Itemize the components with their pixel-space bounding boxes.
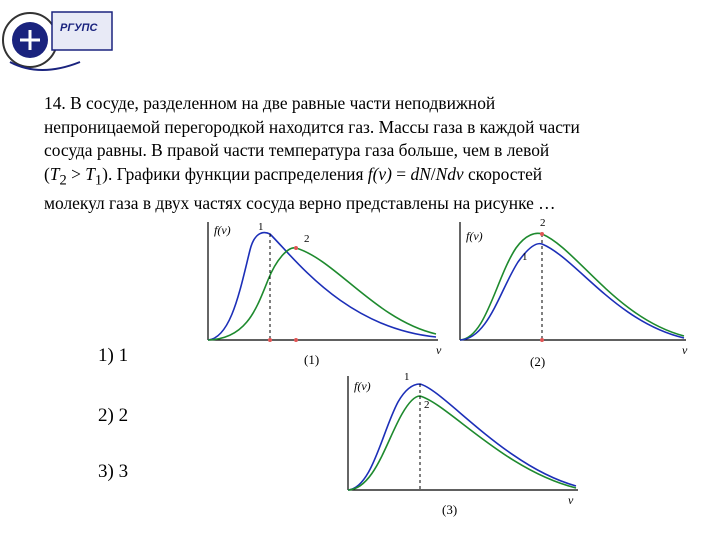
curve-1-label: 1 xyxy=(522,251,528,263)
curve-2 xyxy=(208,248,436,340)
y-axis-label: f(v) xyxy=(354,379,371,393)
temp-sub-2: 2 xyxy=(59,171,67,188)
marker xyxy=(294,338,298,342)
question-line-4c: скоростей xyxy=(463,163,543,184)
marker xyxy=(268,338,272,342)
y-axis-label: f(v) xyxy=(214,223,231,237)
question-line-5: молекул газа в двух частях сосуда верно представлены на рисунке … xyxy=(44,193,556,214)
temp-symbol: T xyxy=(49,163,60,184)
graph-2 xyxy=(456,218,696,378)
question-line-2: непроницаемой перегородкой находится газ. Массы газа в каждой части xyxy=(44,116,580,137)
curve-2-label: 2 xyxy=(540,217,546,229)
answer-option-1[interactable]: 1) 1 xyxy=(98,345,129,366)
marker xyxy=(540,338,544,342)
curve-2-label: 2 xyxy=(424,399,430,411)
x-axis-label: v xyxy=(682,343,688,357)
question-line-4a: ( xyxy=(44,163,50,184)
question-line-4b: ). Графики функции распределения xyxy=(102,163,368,184)
curve-1 xyxy=(348,384,576,490)
question-text xyxy=(44,92,694,216)
graph-id: (3) xyxy=(442,502,458,517)
curve-2-label: 2 xyxy=(304,233,310,245)
temp-symbol: T xyxy=(85,163,95,184)
curve-2 xyxy=(460,233,684,340)
graph-3 xyxy=(344,372,584,522)
graph-id: (2) xyxy=(530,354,546,369)
x-axis-label: v xyxy=(436,343,442,357)
marker xyxy=(294,246,298,250)
rgups-logo xyxy=(0,0,130,80)
slash: / xyxy=(430,163,436,184)
question-line-1: 14. В сосуде, разделенном на две равные части неподвижной xyxy=(44,93,496,113)
curve-1-label: 1 xyxy=(258,221,264,233)
curve-1 xyxy=(208,233,436,340)
question-line-3: сосуда равны. В правой части температура газа больше, чем в левой xyxy=(44,140,550,160)
x-axis-label: v xyxy=(568,493,574,507)
dN-symbol: dN xyxy=(410,163,431,184)
curve-1-label: 1 xyxy=(404,371,410,383)
graph-1 xyxy=(196,220,446,380)
graph-id: (1) xyxy=(304,352,320,367)
curve-2 xyxy=(348,396,576,490)
answer-option-2[interactable]: 2) 2 xyxy=(98,405,129,426)
eq-sign: = xyxy=(391,163,411,184)
gt-sign: > xyxy=(66,163,86,184)
curve-1 xyxy=(460,244,684,340)
fv-symbol: f(v) xyxy=(367,163,392,184)
marker xyxy=(540,232,544,236)
y-axis-label: f(v) xyxy=(466,229,483,243)
answer-option-3[interactable]: 3) 3 xyxy=(98,461,129,482)
Ndv-symbol: Ndv xyxy=(435,163,464,184)
logo-text: РГУПС xyxy=(60,22,98,34)
temp-sub-1: 1 xyxy=(94,171,103,188)
